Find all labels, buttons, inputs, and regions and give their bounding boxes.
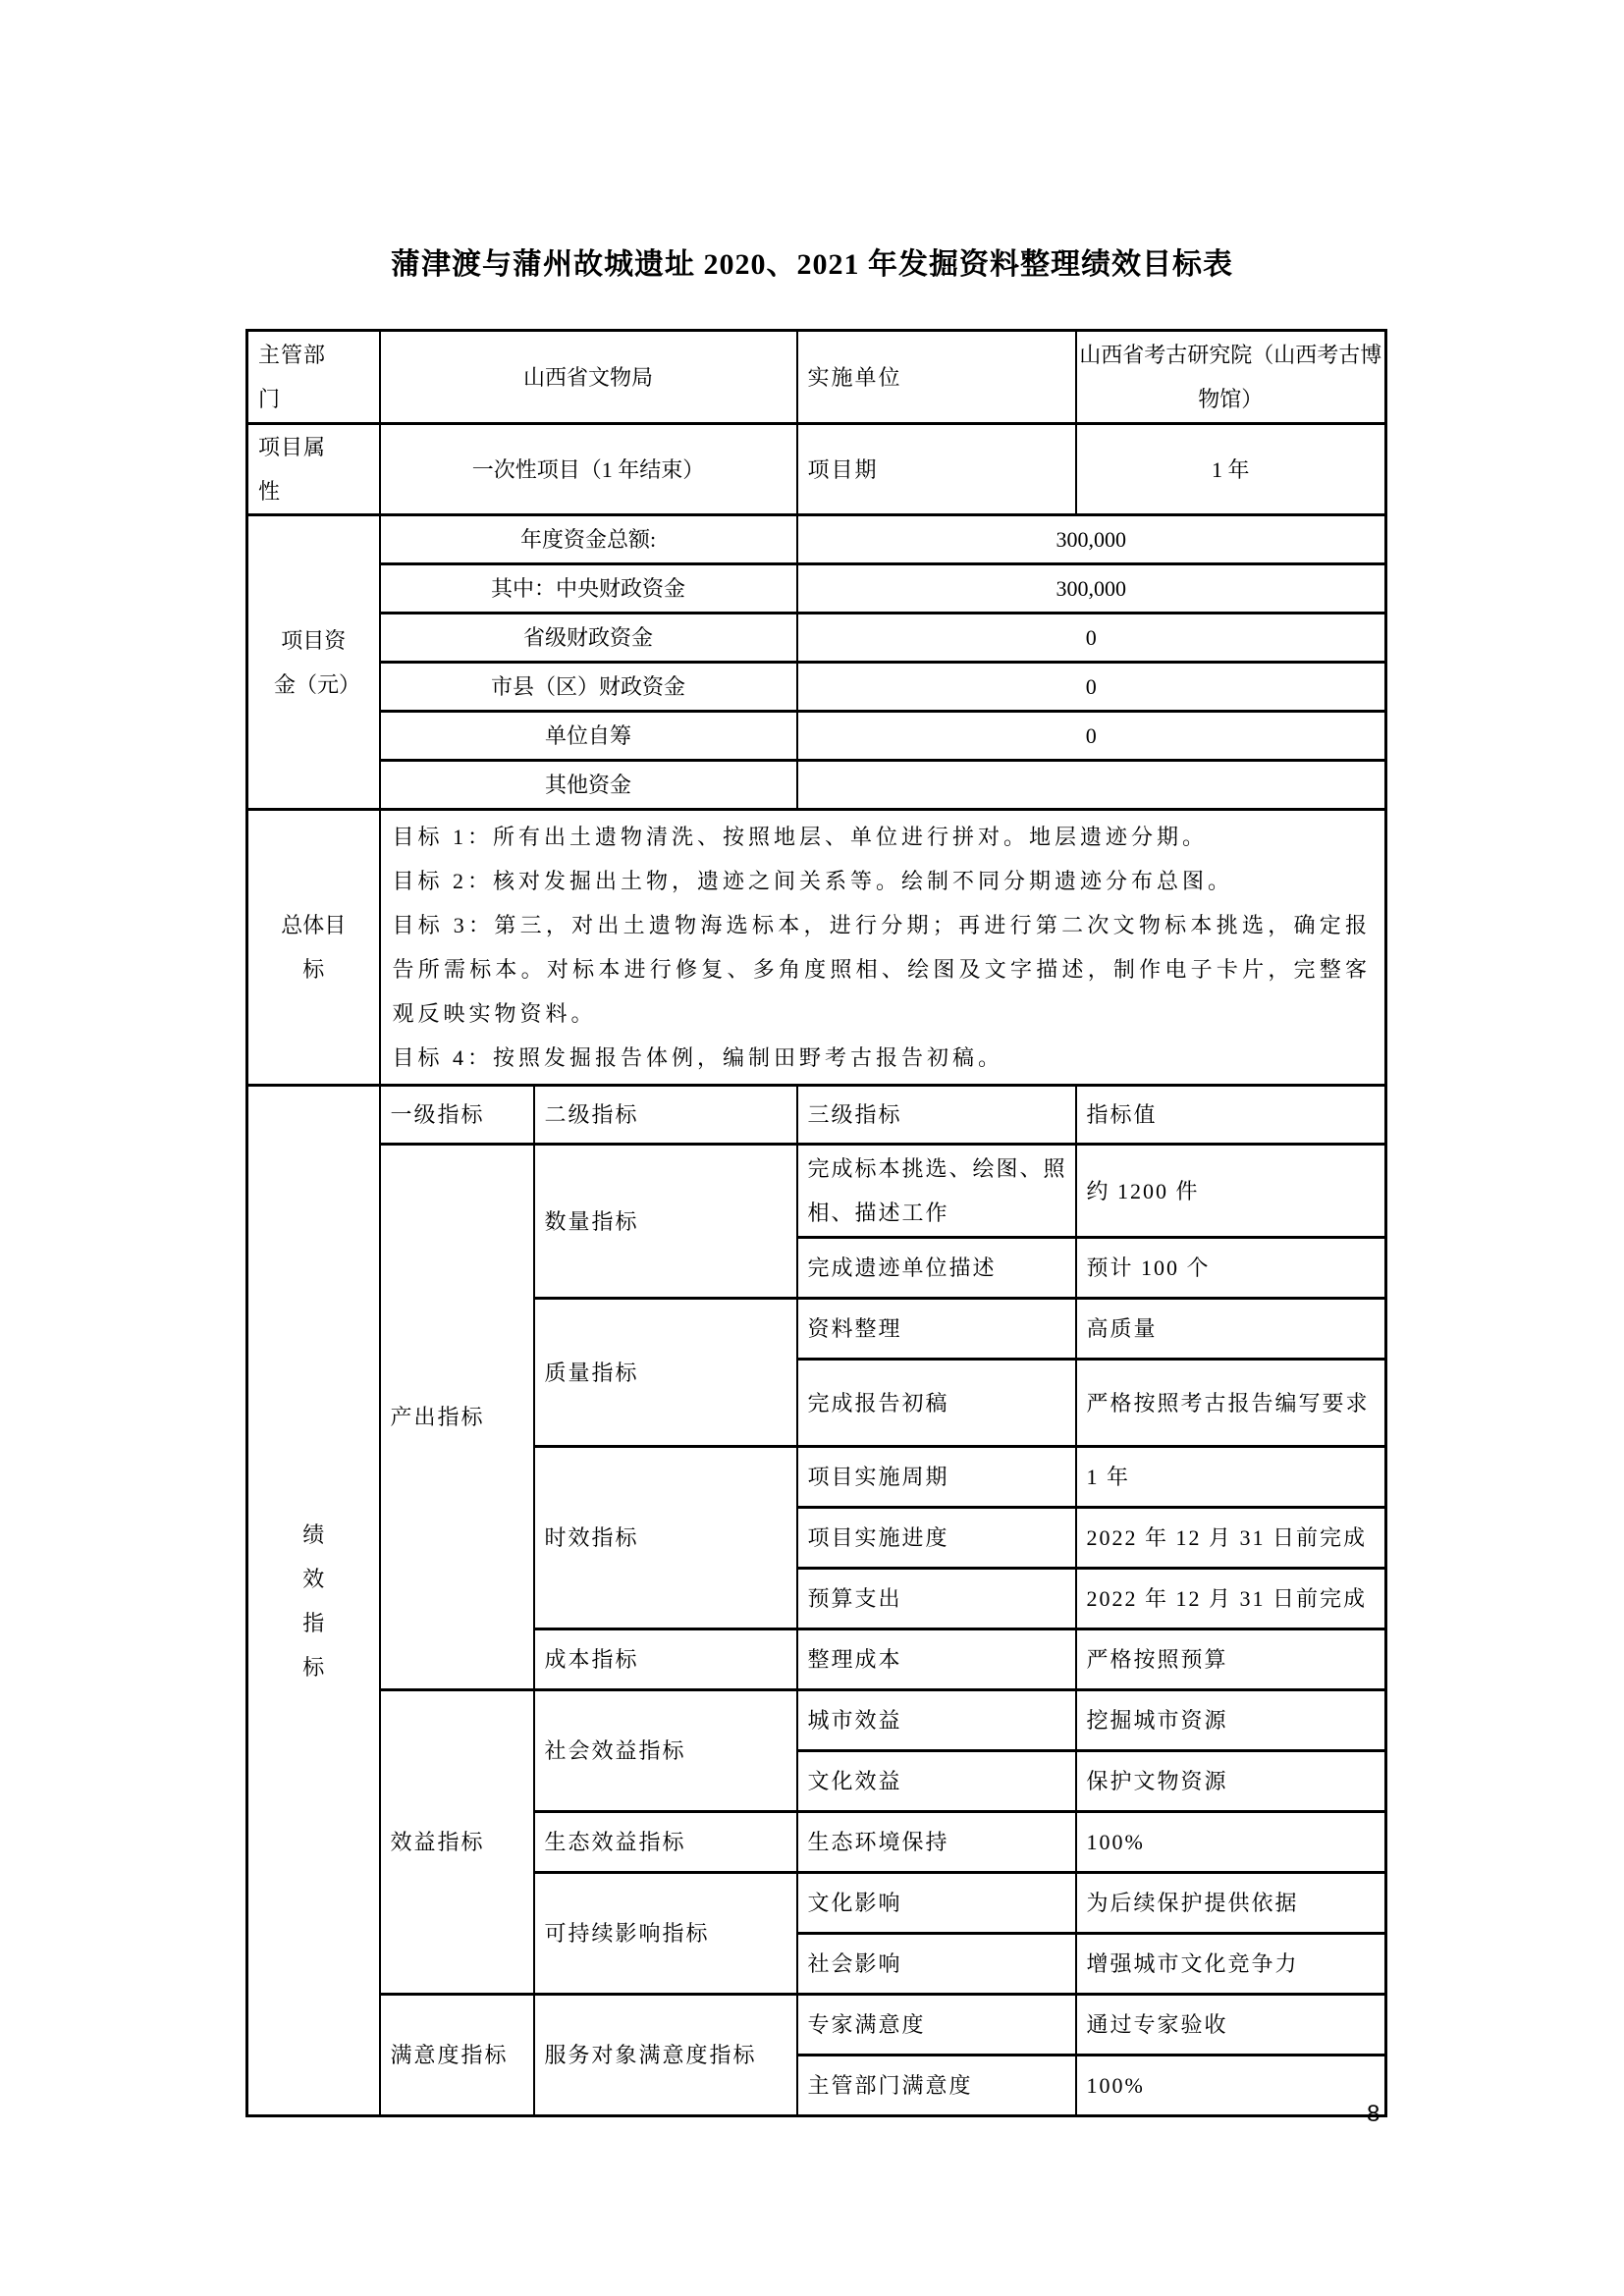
goal-item: 目标 2：核对发掘出土物，遗迹之间关系等。绘制不同分期遗迹分布总图。 — [392, 869, 1234, 893]
funding-item-name: 其他资金 — [380, 761, 797, 810]
indicator-name-cell: 城市效益 — [797, 1690, 1076, 1751]
level2-cell: 社会效益指标 — [534, 1690, 797, 1812]
indicator-name-cell: 预算支出 — [797, 1569, 1076, 1629]
indicator-name-cell: 完成标本挑选、绘图、照相、描述工作 — [797, 1145, 1076, 1238]
level1-cell: 产出指标 — [380, 1145, 534, 1690]
indicator-value-cell: 增强城市文化竞争力 — [1076, 1934, 1386, 1995]
indicator-name-cell: 完成报告初稿 — [797, 1360, 1076, 1447]
level1-cell: 满意度指标 — [380, 1995, 534, 2116]
indicator-name-cell: 项目实施进度 — [797, 1508, 1076, 1569]
funding-item-name: 年度资金总额: — [380, 515, 797, 564]
document-title: 蒲津渡与蒲州故城遗址 2020、2021 年发掘资料整理绩效目标表 — [391, 248, 1233, 281]
indicator-value-cell: 预计 100 个 — [1076, 1238, 1386, 1299]
level2-cell: 数量指标 — [534, 1145, 797, 1299]
table-row — [247, 810, 1386, 1086]
indicator-name-cell: 文化效益 — [797, 1751, 1076, 1812]
overall-goal-text — [380, 810, 1386, 1086]
indicator-value-cell: 1 年 — [1076, 1447, 1386, 1508]
performance-target-table — [245, 329, 1387, 2117]
indicator-name-cell: 文化影响 — [797, 1873, 1076, 1934]
implementing-unit-value: 山西省考古研究院（山西考古博物馆） — [1076, 331, 1386, 424]
header-level3: 三级指标 — [797, 1086, 1076, 1145]
level2-cell: 成本指标 — [534, 1629, 797, 1690]
funding-item-name: 其中：中央财政资金 — [380, 564, 797, 614]
level1-cell: 效益指标 — [380, 1690, 534, 1995]
supervisor-dept-label: 主管部门 — [247, 331, 380, 424]
implementing-unit-label: 实施单位 — [797, 331, 1076, 424]
level2-cell: 服务对象满意度指标 — [534, 1995, 797, 2116]
supervisor-dept-value: 山西省文物局 — [380, 331, 797, 424]
goal-item: 目标 3：第三，对出土遗物海选标本，进行分期；再进行第二次文物标本挑选，确定报告所需标本。对标本进行修复、多角度照相、绘图及文字描述，制作电子卡片，完整客观反映实物资料。 — [392, 913, 1372, 1026]
indicator-value-cell: 高质量 — [1076, 1299, 1386, 1360]
funding-item-name: 市县（区）财政资金 — [380, 663, 797, 712]
indicator-value-cell: 严格按照考古报告编写要求 — [1076, 1360, 1386, 1447]
table-row — [247, 564, 1386, 614]
indicator-value-cell: 为后续保护提供依据 — [1076, 1873, 1386, 1934]
level2-cell: 质量指标 — [534, 1299, 797, 1447]
level2-cell: 生态效益指标 — [534, 1812, 797, 1873]
indicator-name-cell: 专家满意度 — [797, 1995, 1076, 2056]
funding-item-value: 0 — [797, 614, 1386, 663]
indicator-name-cell: 社会影响 — [797, 1934, 1076, 1995]
level2-cell: 可持续影响指标 — [534, 1873, 797, 1995]
table-row — [247, 712, 1386, 761]
indicator-name-cell: 生态环境保持 — [797, 1812, 1076, 1873]
page-number: 8 — [1367, 2101, 1380, 2127]
table-row — [247, 614, 1386, 663]
goal-item: 目标 4：按照发掘报告体例，编制田野考古报告初稿。 — [392, 1045, 1004, 1070]
funding-item-value — [797, 761, 1386, 810]
indicator-name-cell: 资料整理 — [797, 1299, 1076, 1360]
indicator-name-cell: 完成遗迹单位描述 — [797, 1238, 1076, 1299]
level2-cell: 时效指标 — [534, 1447, 797, 1629]
indicator-name-cell: 主管部门满意度 — [797, 2056, 1076, 2116]
indicator-value-cell: 严格按照预算 — [1076, 1629, 1386, 1690]
indicator-name-cell: 项目实施周期 — [797, 1447, 1076, 1508]
perf-indicators-label: 绩效指标 — [247, 1086, 380, 2116]
table-row — [247, 761, 1386, 810]
indicator-name-cell: 整理成本 — [797, 1629, 1076, 1690]
table-row — [247, 331, 1386, 424]
project-period-label: 项目期 — [797, 424, 1076, 515]
funding-item-name: 单位自筹 — [380, 712, 797, 761]
project-attribute-label: 项目属性 — [247, 424, 380, 515]
table-row — [247, 1086, 1386, 1145]
project-funding-label: 项目资金（元） — [247, 515, 380, 810]
funding-item-value: 300,000 — [797, 564, 1386, 614]
indicator-value-cell: 保护文物资源 — [1076, 1751, 1386, 1812]
table-row — [247, 1995, 1386, 2056]
indicator-value-cell: 2022 年 12 月 31 日前完成 — [1076, 1569, 1386, 1629]
header-level1: 一级指标 — [380, 1086, 534, 1145]
header-level2: 二级指标 — [534, 1086, 797, 1145]
indicator-value-cell: 通过专家验收 — [1076, 1995, 1386, 2056]
project-attribute-value: 一次性项目（1 年结束） — [380, 424, 797, 515]
funding-item-name: 省级财政资金 — [380, 614, 797, 663]
table-row — [247, 1690, 1386, 1751]
indicator-value-cell: 约 1200 件 — [1076, 1145, 1386, 1238]
funding-item-value: 0 — [797, 663, 1386, 712]
indicator-value-cell: 100% — [1076, 1812, 1386, 1873]
project-period-value: 1 年 — [1076, 424, 1386, 515]
overall-goal-label: 总体目标 — [247, 810, 380, 1086]
indicator-value-cell: 2022 年 12 月 31 日前完成 — [1076, 1508, 1386, 1569]
header-value: 指标值 — [1076, 1086, 1386, 1145]
table-row — [247, 663, 1386, 712]
table-row — [247, 1145, 1386, 1238]
table-row — [247, 424, 1386, 515]
indicator-value-cell: 100% — [1076, 2056, 1386, 2116]
table-row — [247, 515, 1386, 564]
indicator-value-cell: 挖掘城市资源 — [1076, 1690, 1386, 1751]
goal-item: 目标 1：所有出土遗物清洗、按照地层、单位进行拼对。地层遗迹分期。 — [392, 825, 1209, 849]
funding-item-value: 0 — [797, 712, 1386, 761]
funding-item-value: 300,000 — [797, 515, 1386, 564]
